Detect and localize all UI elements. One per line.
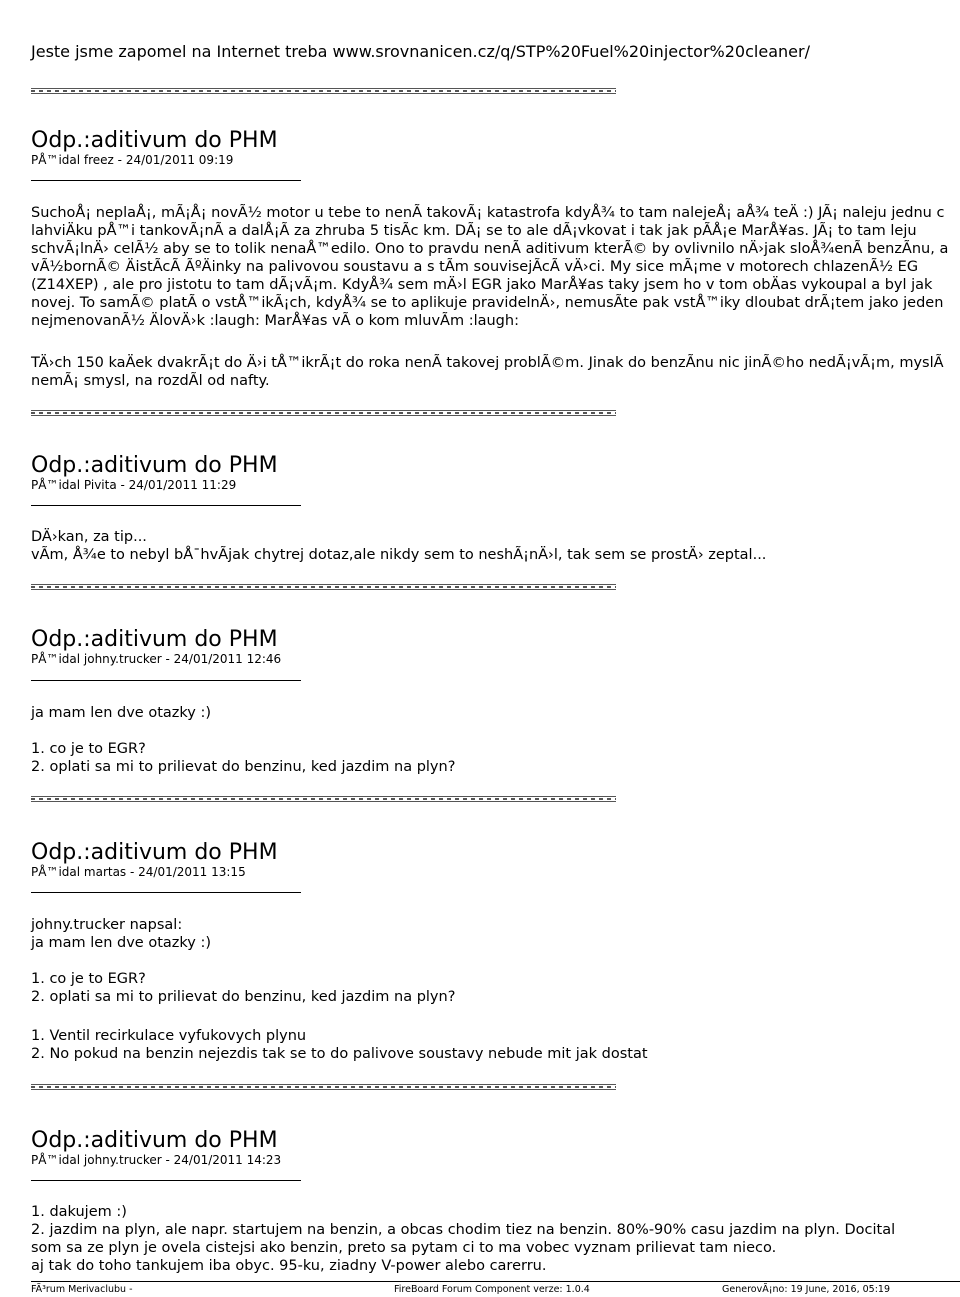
post-rule	[31, 680, 301, 681]
footer-border	[31, 1281, 960, 1282]
separator-line	[31, 584, 616, 590]
post-line: schvÃ¡lnÄ› celÃ½ aby se to tolik nenaÅ™edilo. Ono to pravdu nenÃ aditivum kterÃ© by ovlivnilo nÄ›jak sloÅ¾enÃ benzÃnu, a	[31, 241, 949, 257]
separator-line	[31, 410, 616, 416]
separator-line	[31, 1084, 616, 1090]
post-rule	[31, 892, 301, 893]
post-line: nemÃ¡ smysl, na rozdÃl od nafty.	[31, 373, 270, 389]
intro-line: Jeste jsme zapomel na Internet treba www.srovnanicen.cz/q/STP%20Fuel%20injector%20cleaner/	[31, 42, 810, 61]
post-line: 1. co je to EGR?	[31, 741, 146, 757]
post-line: vÃ½bornÃ© ÄistÃcÃ ÃºÄinky na palivovou soustavu a s tÃm souvisejÃcÃ vÄ›ci. My sice mÃ¡me v motorech chlazenÃ½ EG	[31, 259, 919, 275]
post-line: 1. Ventil recirkulace vyfukovych plynu	[31, 1028, 307, 1044]
post-meta: PÅ™idal johny.trucker - 24/01/2011 14:23	[31, 1153, 282, 1167]
post-line: 1. dakujem :)	[31, 1204, 127, 1220]
post-line: lahviÄku pÅ™i tankovÃ¡nÃ a dalÅ¡Ã za zhruba 5 tisÃc km. DÃ¡ se to ale dÃ¡vkovat i tak jak pÃÅ¡e MarÅ¥as. JÃ¡ to tam leju	[31, 223, 917, 239]
footer-site-name: FÃ³rum Merivaclubu -	[31, 1284, 133, 1295]
post-line: ja mam len dve otazky :)	[31, 935, 211, 951]
post-line: johny.trucker napsal:	[31, 917, 183, 933]
post-rule	[31, 505, 301, 506]
post-meta: PÅ™idal martas - 24/01/2011 13:15	[31, 865, 246, 879]
document-page	[31, 0, 960, 1297]
post-line: 2. oplati sa mi to prilievat do benzinu, ked jazdim na plyn?	[31, 989, 456, 1005]
post-title: Odp.:aditivum do PHM	[31, 128, 278, 153]
post-line: 1. co je to EGR?	[31, 971, 146, 987]
post-rule	[31, 1180, 301, 1181]
footer-component: FireBoard Forum Component verze: 1.0.4	[394, 1284, 590, 1295]
separator-line	[31, 796, 616, 802]
post-title: Odp.:aditivum do PHM	[31, 627, 278, 652]
post-line: 2. jazdim na plyn, ale napr. startujem na benzin, a obcas chodim tiez na benzin. 80%-90% casu jazdim na plyn. Docital	[31, 1222, 896, 1238]
post-line: (Z14XEP) , ale pro jistotu to tam dÃ¡vÃ¡m. KdyÅ¾ sem mÄ›l EGR jako MarÅ¥as taky jsem ho v tom obÄas vykoupal a byl jak	[31, 277, 933, 293]
post-line: novej. To samÃ© platÃ o vstÅ™ikÃ¡ch, kdyÅ¾ se to aplikuje pravidelnÄ›, nemusÃte pak vstÅ™iky dloubat drÃ¡tem jako jeden	[31, 295, 944, 311]
post-rule	[31, 180, 301, 181]
post-line: TÄ›ch 150 kaÄek dvakrÃ¡t do Ä›i tÅ™ikrÃ¡t do roka nenÃ takovej problÃ©m. Jinak do benzÃnu nic jinÃ©ho nedÃ¡vÃ¡m, myslÃ	[31, 355, 944, 371]
post-line: nejmenovanÃ½ ÄlovÄ›k :laugh: MarÅ¥as vÃ o kom mluvÃm :laugh:	[31, 313, 519, 329]
post-line: ja mam len dve otazky :)	[31, 705, 211, 721]
post-line: DÄ›kan, za tip...	[31, 529, 147, 545]
footer-generated-date: GenerovÃ¡no: 19 June, 2016, 05:19	[722, 1284, 890, 1295]
post-title: Odp.:aditivum do PHM	[31, 453, 278, 478]
post-line: SuchoÅ¡ neplaÅ¡, mÃ¡Å¡ novÃ½ motor u tebe to nenÃ takovÃ¡ katastrofa kdyÅ¾ to tam nalejeÅ¡ aÅ¾ teÄ :) JÃ¡ naleju jednu c	[31, 205, 945, 221]
post-line: vÃm, Å¾e to nebyl bÅ¯hvÃjak chytrej dotaz,ale nikdy sem to neshÃ¡nÄ›l, tak sem se prostÄ› zeptal...	[31, 547, 767, 563]
post-line: 2. oplati sa mi to prilievat do benzinu, ked jazdim na plyn?	[31, 759, 456, 775]
post-title: Odp.:aditivum do PHM	[31, 1128, 278, 1153]
post-line: aj tak do toho tankujem iba obyc. 95-ku, ziadny V-power alebo carerru.	[31, 1258, 547, 1274]
separator-line	[31, 88, 616, 94]
post-meta: PÅ™idal Pivita - 24/01/2011 11:29	[31, 478, 237, 492]
post-line: 2. No pokud na benzin nejezdis tak se to do palivove soustavy nebude mit jak dostat	[31, 1046, 648, 1062]
post-meta: PÅ™idal freez - 24/01/2011 09:19	[31, 153, 234, 167]
post-line: som sa ze plyn je ovela cistejsi ako benzin, preto sa pytam ci to ma vobec vyznam prilievat tam nieco.	[31, 1240, 777, 1256]
post-meta: PÅ™idal johny.trucker - 24/01/2011 12:46	[31, 652, 282, 666]
post-title: Odp.:aditivum do PHM	[31, 840, 278, 865]
